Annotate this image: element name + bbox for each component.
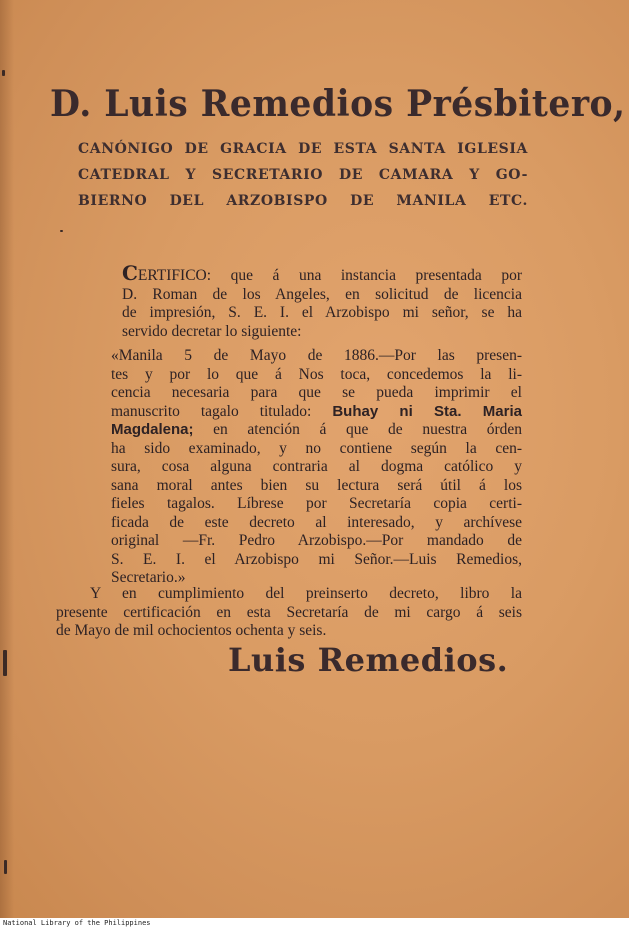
header-title-block — [78, 136, 528, 214]
closing-line: presente certificación en esta Secretaría de mi cargo á seis — [56, 603, 522, 621]
decree-paragraph — [111, 347, 522, 588]
paper-speck — [2, 70, 5, 76]
certifico-paragraph — [122, 261, 522, 341]
decree-line: ha sido examinado, y no contiene según la cen- — [111, 439, 522, 457]
certifico-first-line: ERTIFICO: que á una instancia presentada por — [137, 267, 522, 284]
decree-line-text: manuscrito tagalo titulado: — [111, 402, 333, 420]
decree-line: sana moral antes bien su lectura será útil á los — [111, 476, 522, 494]
closing-line: de Mayo de mil ochocientos ochenta y seis. — [56, 622, 327, 639]
header-title-line: BIERNO DEL ARZOBISPO DE MANILA ETC. — [78, 193, 528, 209]
decree-line: fieles tagalos. Líbrese por Secretaría copia certi- — [111, 495, 522, 512]
paper-speck — [4, 860, 7, 874]
footer-credit: National Library of the Philippines — [3, 919, 151, 927]
dropcap: C — [122, 261, 138, 285]
certifico-line: D. Roman de los Angeles, en solicitud de licencia — [122, 285, 522, 303]
certifico-line: servido decretar lo siguiente: — [122, 322, 302, 340]
decree-line: tes y por lo que á Nos toca, concedemos la li- — [111, 365, 522, 383]
certifico-line: de impresión, S. E. I. el Arzobispo mi señor, se ha — [122, 304, 522, 321]
header-title-line: CANÓNIGO DE GRACIA DE ESTA SANTA IGLESIA — [78, 141, 528, 157]
paper-speck — [3, 650, 7, 676]
decree-line: S. E. I. el Arzobispo mi Señor.—Luis Remedios, — [111, 550, 522, 568]
decree-line: Secretario.» — [111, 569, 186, 586]
decree-line: «Manila 5 de Mayo de 1886.—Por las presen- — [111, 347, 522, 364]
book-title: Buhay ni Sta. Maria — [332, 402, 522, 420]
decree-line-text: en atención á que de nuestra órden — [193, 421, 522, 438]
decree-line: original —Fr. Pedro Arzobispo.—Por mandado de — [111, 532, 522, 549]
paper-speck — [60, 230, 63, 232]
header-name: D. Luis Remedios Présbitero, — [50, 83, 626, 125]
decree-line: cencia necesaria para que se pueda imprimir el — [111, 384, 522, 401]
closing-paragraph — [56, 585, 522, 641]
book-title-end: Magdalena; — [111, 421, 194, 438]
decree-line: sura, cosa alguna contraria al dogma católico y — [111, 458, 522, 475]
decree-line: ficada de este decreto al interesado, y archívese — [111, 513, 522, 531]
header-title-line: CATEDRAL Y SECRETARIO DE CAMARA Y GO- — [78, 167, 528, 183]
signature: Luis Remedios. — [228, 641, 509, 679]
closing-line: Y en cumplimiento del preinserto decreto, libro la — [90, 585, 522, 602]
